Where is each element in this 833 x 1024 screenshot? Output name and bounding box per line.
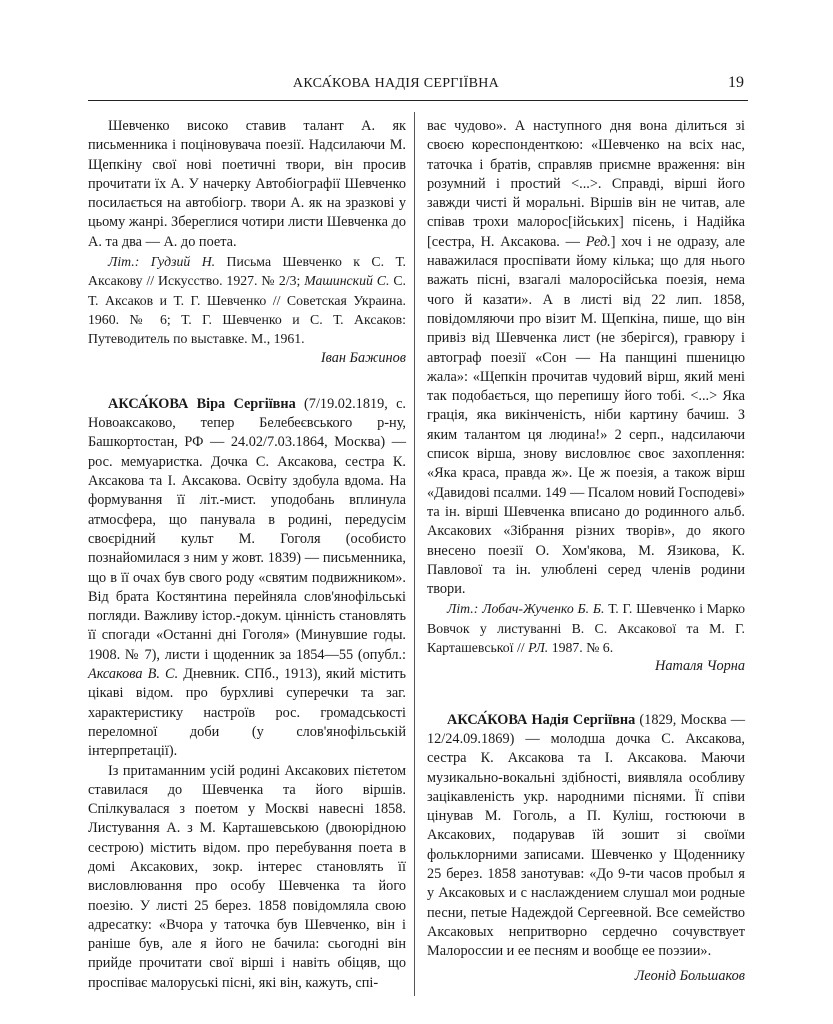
literature-list-1 bbox=[88, 252, 406, 348]
lit-author: Машинский С. bbox=[304, 273, 390, 289]
editor-mark: Ред. bbox=[585, 233, 611, 250]
entry-headword: АКСА́КОВА Віра Сергіївна bbox=[108, 395, 296, 412]
header-rule bbox=[88, 100, 748, 101]
right-column bbox=[427, 117, 745, 987]
paragraph-continuation bbox=[427, 117, 745, 599]
lit-label: Літ.: bbox=[108, 254, 140, 270]
entry-text: ] хоч і не одразу, але наважилася проспівати йому кілька; що для нього важать пісні, взагалі малоросійська поезія, нема чого й казати». А в листі від 22 лип. 1858, повідомляючи про візит М. Щепкіна, пише, що він привіз від Шевченка лист (не зберігся), гравюру і автограф поезії «Сон — На панщині пшеницю жала»: «Щепкін прочитав чудовий вірш, який мені так подобається, що перепишу його тобі. <...> Яка грація, яка викінченість, ніби картину бачиш. З яким талантом ця людина!» 2 серп., надсилаючи список вірша, знову висловлює своє захоплення: «Яка краса, правда ж». Це ж поезія, а також вірш «Давидові псалми. 149 — Псалом новий Господеві» та ін. вірші Шевченка вписано до родинного альб. Аксакових «Зібрання різних творів», до якого внесено поезії О. Хом'якова, М. Язикова, К. Павлової та ін. улюблені серед членів родини твори. bbox=[427, 233, 745, 598]
entry-headword: АКСА́КОВА Надія Сергіївна bbox=[447, 711, 636, 728]
entry-vira-aksakova bbox=[88, 395, 406, 762]
lit-text: Т. Г. Шевченко і Марко Вовчок у листуванні В. С. Аксакової та М. Г. Карташевської // bbox=[427, 601, 745, 656]
page-number: 19 bbox=[728, 74, 744, 91]
left-column bbox=[88, 117, 406, 993]
entry-nadiya-aksakova bbox=[427, 711, 745, 962]
author-signature: Леонід Большаков bbox=[634, 968, 745, 985]
lit-text: Письма Шевченко к С. Т. Аксакову // Искусство. 1927. № 2/3; bbox=[88, 254, 406, 289]
lit-label: Літ.: bbox=[447, 601, 479, 617]
lit-author: Гудзий Н. bbox=[150, 254, 216, 270]
lit-text: 1987. № 6. bbox=[551, 640, 614, 656]
author-signature: Іван Бажинов bbox=[320, 349, 406, 366]
entry-text: (1829, Москва — 12/24.09.1869) — молодша дочка С. Аксакова, сестра К. Аксакова та І. Аксакова. Маючи музикально-вокальні здібності, виявляла особливу зацікавленість укр. народними піснями. Її співи цінував М. Гоголь, а П. Куліш, гостюючи в Аксакових, подарував їй зошит зі своїми фольклорними записами. Шевченко у Щоденнику 25 берез. 1858 занотував: «До 9-ти часов пробыл я у Аксаковых и с наслаждением слушал мои родные песни, петые Надеждой Сергеевной. Все семейство Аксаковых непритворно сердечно сочувствует Малороссии и ее песням и вообще ее поэзии». bbox=[427, 711, 746, 960]
cited-author: Аксакова В. С. bbox=[88, 666, 179, 683]
entry-text: (7/19.02.1819, с. Новоаксаково, тепер Белебеєвського р-ну, Башкортостан, РФ — 24.02/7.03.1864, Москва) — рос. мемуаристка. Дочка С. Аксакова, сестра К. Аксакова та І. Аксакова. Освіту здобула вдома. На формування її літ.-мист. уподобань вплинула атмосфера, що панувала в родині, передусім своєрідний культ М. Гоголя (особисто познайомилася з ним у жовт. 1839) — письменника, що в її очах був свого роду «святим подвижником». Від брата Костянтина перейняла слов'янофільські погляди. Важливу істор.-докум. цінність становлять її спогади «Останні дні Гоголя» (Минувшие годы. 1908. № 7), листи і щоденник за 1854—55 (опубл.: bbox=[88, 395, 406, 663]
paragraph-relation-shevchenko: Із притаманним усій родині Аксакових пієтетом ставилася до Шевченка та його віршів. Спілкувалася з поетом у Москві навесні 1858. Листування А. з М. Карташевською (двоюрідною сестрою) містить відом. про перебування поета в домі Аксакових, зокр. інтерес становлять її висловлювання про особу Шевченка та його поезію. У листі 25 берез. 1858 повідомляла свою адресатку: «Вчора у таточка був Шевченко, він і раніше був, але я його не бачила: сьогодні він прийде прочитати свої вірші і навіть обіцяв, що проспіває малоруські пісні, які він, кажуть, спі- bbox=[88, 762, 406, 991]
entry-text: ває чудово». А наступного дня вона ділиться зі своєю кореспонденткою: «Шевченко на всіх нас, таточка і братів, справляв приємне враження: він розумний і простий <...>. Справді, вірші його завжди чисті й моральні. Віршів він не читав, але співав трохи малорос[ійських] пісень, і Надійка [сестра, Н. Аксакова. — bbox=[427, 118, 745, 250]
lit-text: С. Т. Аксаков и Т. Г. Шевченко // Советская Украина. 1960. № 6; Т. Г. Шевченко и С. Т. Аксаков: Путеводитель по выставке. М., 1961. bbox=[88, 273, 406, 347]
paragraph-shevchenko-talent: Шевченко високо ставив талант А. як письменника і поціновувача поезії. Надсилаючи М. Щепкіну свої нові поетичні твори, він просив прочитати їх А. У начерку Автобіографії Шевченко посилається на автобіогр. твори А. як на зразкові у цьому жанрі. Збереглися чотири листи Шевченка до А. та два — А. до поета. bbox=[88, 118, 406, 250]
column-divider bbox=[414, 112, 415, 996]
running-header bbox=[88, 74, 748, 100]
entry-text: Дневник. СПб., 1913), який містить цікаві відом. про бурхливі суперечки та заг. характеристику настроїв рос. громадськості переломної доби (у слов'янофільській інтерпретації). bbox=[88, 666, 406, 760]
lit-author: Лобач-Жученко Б. Б. bbox=[482, 601, 605, 617]
literature-list-2 bbox=[427, 599, 745, 657]
running-title: АКСА́КОВА НАДІЯ СЕРГІЇВНА bbox=[292, 76, 500, 91]
lit-journal: РЛ. bbox=[528, 640, 549, 656]
author-signature: Наталя Чорна bbox=[655, 658, 745, 675]
